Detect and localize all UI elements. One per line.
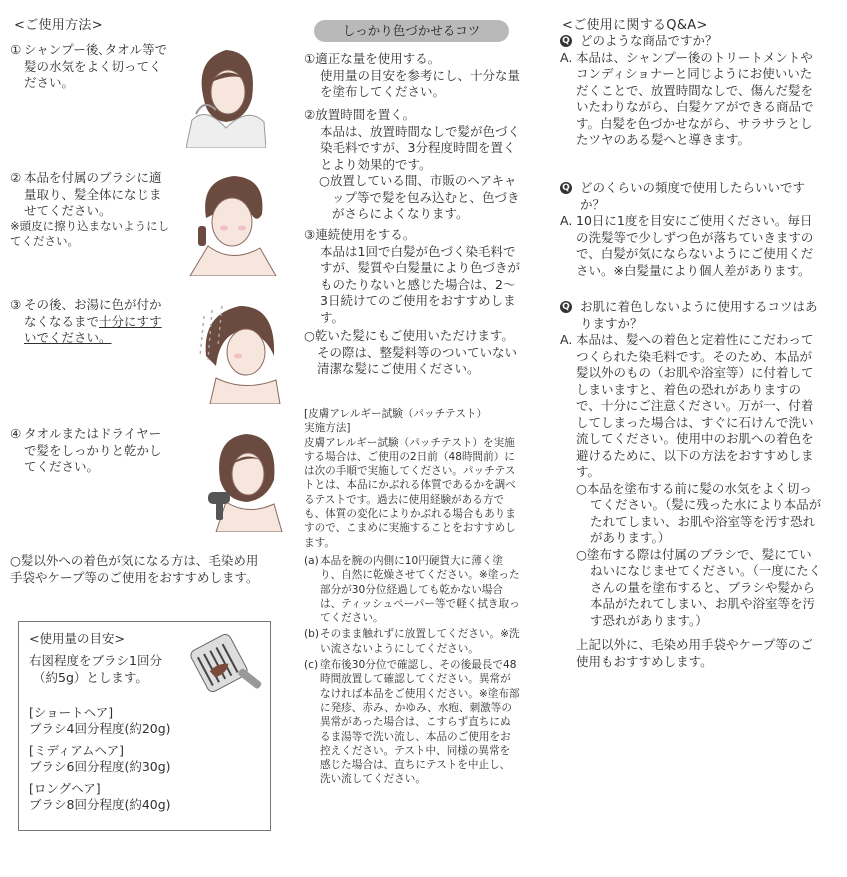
qa-1: Q どのような商品ですか？ A. 本品は、シャンプー後のトリートメントやコンディショナーと同じようにお使いいただくことで、放置時間なしで、傷んだ髪をいたわりながら、白髪ケアができる商品です。白髪を色づかせながら、サラサラとしたツヤのある髪へと導きます。 [560,33,814,147]
usage-step-4: ④ タオルまたはドライヤーで髪をしっかりと乾かしてください。 [10,426,162,474]
guide-short-label: [ショートヘア] [29,705,114,720]
patch-test-title-1: [皮膚アレルギー試験（パッチテスト） [304,408,488,420]
question-icon: Q [560,35,572,47]
qa-3: Q お肌に着色しないように使用するコツはありますか？ A. 本品は、髪への着色と定着性にこだわってつくられた染毛料です。そのため、本品が髪以外のもの（お肌や浴室等）に付着してしまいますと、着色の恐れがありますので、十分にご注意ください。万が一、付着してしまった場合は、すぐに石けんで洗い流してください。使用中のお肌への着色を避けるために、以下の方法をおすすめします。 ○本品を塗布する前に髪の水気をよく切ってください。（髪に残った水により本品がたれてしまい、お肌や浴室等を汚す恐れがあります。） ○塗布する際は付属のブラシで、髪にていねいになじませてください。（一度にたくさんの量を塗布すると、ブラシや髪から本品がたれてしまい、お肌や浴室等を汚す恐れがあります。） 上記以外に、毛染め用手袋やケープ等のご使用もおすすめします。 [560,299,822,669]
guide-desc-line1: 右図程度をブラシ1回分 [29,653,162,668]
question-icon: Q [560,182,572,194]
qa-heading: <ご使用に関するQ&A> [562,18,708,33]
tip-2: ②放置時間を置く。 本品は、放置時間なしで髪が色づく染毛料ですが、3分程度時間を置くとより効果的です。 ○放置している間、市販のヘアキャップ等で髪を包み込むと、色づきがさらによくなります。 [304,107,521,221]
usage-guide-box [18,621,271,831]
question-icon: Q [560,301,572,313]
patch-step-c: (c) 塗布後30分位で確認し、その後最長で48時間放置して確認してください。異常がなければ本品をご使用ください。※塗布部に発疹、赤み、かゆみ、水疱、刺激等の異常があった場合は、こすらず直ちにぬるま湯等で洗い流し、本品のご使用をお控えください。テスト中、同様の異常を感じた場合は、直ちにテストを中止し、洗い流してください。 [304,659,520,786]
guide-title: <使用量の目安> [29,631,125,646]
qa-closing: 上記以外に、毛染め用手袋やケープ等のご使用もおすすめします。 [576,637,813,669]
tip-4: ○乾いた髪にもご使用いただけます。その際は、整髪料等のついていない清潔な髪にご使用ください。 [304,328,518,376]
guide-desc-line2: （約5g）とします。 [33,670,148,685]
tip-3: ③連続使用をする。 本品は1回で白髪が色づく染毛料ですが、髪質や白髪量により色づきがものたりないと感じた場合は、2～3日続けてのご使用をおすすめします。 [304,227,521,325]
rinse-illustration [196,296,282,404]
guide-long-value: ブラシ8回分程度(約40g) [29,797,171,812]
patch-test-section [304,407,520,787]
qa-2: Q どのくらいの頻度で使用したらいいですか？ A. 10日に1度を目安にご使用ください。毎日の洗髪等で少しずつ色が落ちていきますので、白髪が気にならないようにご使用ください。※白髪量により個人差があります。 [560,180,814,278]
usage-step-2-note: ※頭皮に擦り込まないようにしてください。 [10,219,170,248]
tip-1: ①適正な量を使用する。 使用量の目安を参考にし、十分な量を塗布してください。 [304,51,521,99]
brush-icon [187,628,267,698]
qa-3-sub-1: ○本品を塗布する前に髪の水気をよく切ってください。（髪に残った水により本品がたれてしまい、お肌や浴室等を汚す恐れがあります。） [576,480,822,545]
usage-heading: <ご使用方法> [14,18,103,33]
other-usage-note: ○髪以外への着色が気になる方は、毛染め用手袋やケープ等のご使用をおすすめします。 [10,553,259,585]
patch-test-body: 皮膚アレルギー試験（パッチテスト）を実施する場合は、ご使用の2日前（48時間前）には次の手順で実施してください。パッチテストとは、本品にかぶれる体質であるかを調べるテストです。過去に使用経験がある方でも、体質の変化によりかぶれる場合もありますので、こまめに実施することをおすすめします。 [304,436,516,549]
usage-step-1: ① シャンプー後､タオル等で髪の水気をよく切ってください。 [10,42,168,90]
usage-step-3: ③ その後、お湯に色が付かなくなるまで十分にすすいでください。 [10,297,162,345]
dryer-illustration [206,424,286,532]
patch-test-title-2: 実施方法] [304,422,351,435]
patch-step-b: (b) そのまま触れずに放置してください。※洗い流さないようにしてください。 [304,628,520,655]
towel-dry-illustration [186,40,266,148]
qa-3-sub-2: ○塗布する際は付属のブラシで、髪にていねいになじませてください。（一度にたくさんの量を塗布すると、ブラシや髪から本品がたれてしまい、お肌や浴室等を汚す恐れがあります。） [576,546,822,628]
usage-step-2: ② 本品を付属のブラシに適量取り、髪全体になじませてください。 [10,170,162,218]
guide-medium-value: ブラシ6回分程度(約30g) [29,759,171,774]
guide-medium-label: [ミディアムヘア] [29,743,125,758]
guide-short-value: ブラシ4回分程度(約20g) [29,721,171,736]
patch-step-a: (a) 本品を腕の内側に10円硬貨大に薄く塗り、自然に乾燥させてください。※塗った部分が30分位経過しても乾かない場合は、ティッシュペーパー等で軽く拭き取ってください。 [304,554,520,625]
guide-long-label: [ロングヘア] [29,781,101,796]
apply-brush-illustration [186,168,278,276]
tips-title: しっかり色づかせるコツ [314,20,509,42]
